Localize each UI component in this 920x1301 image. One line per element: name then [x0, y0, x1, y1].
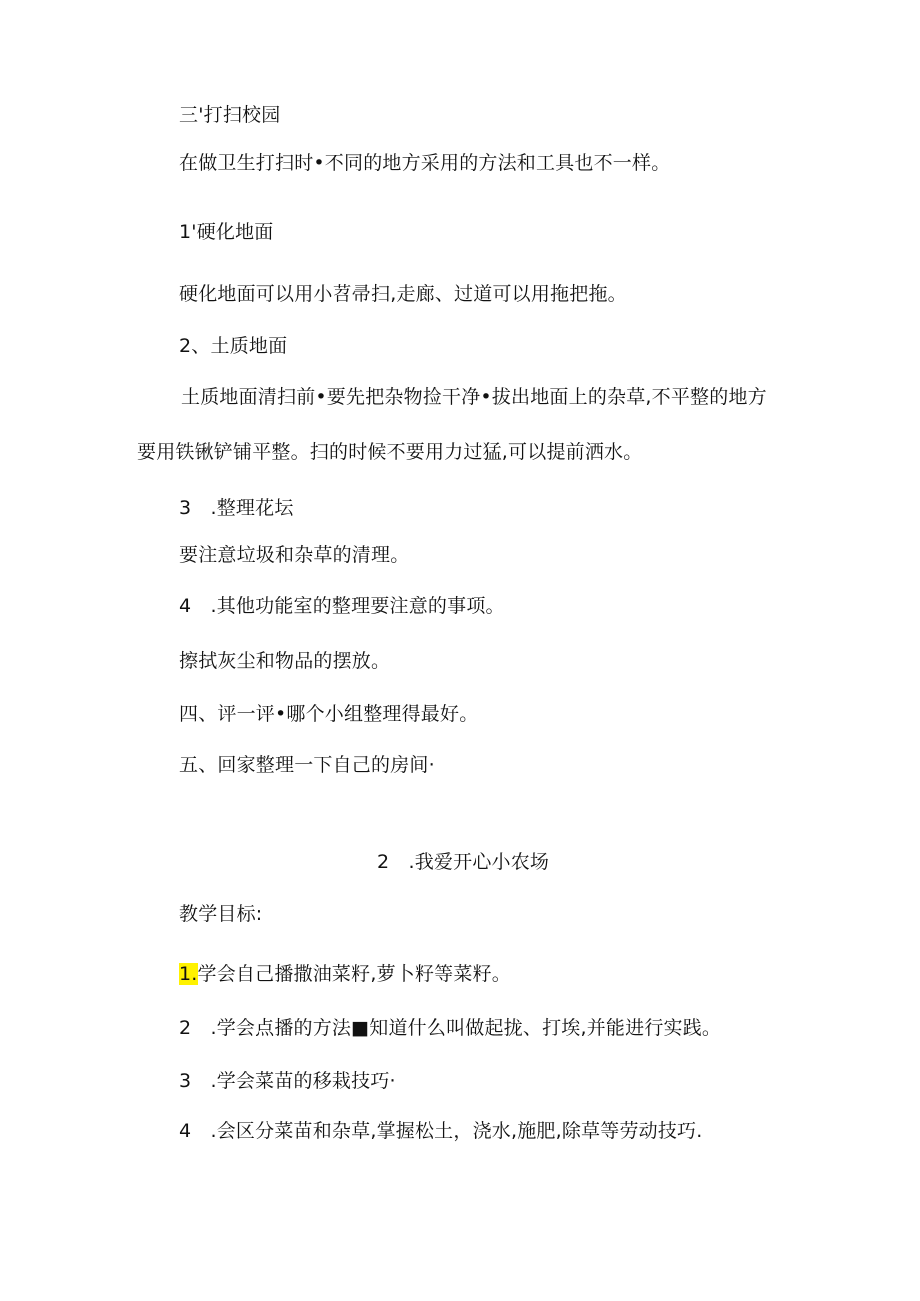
objective-1-text: 学会自己播撒油菜籽,萝卜籽等菜籽。: [197, 963, 511, 985]
item-2-text-line-1: 土质地面清扫前•要先把杂物捡干净•拔出地面上的杂草,不平整的地方: [181, 386, 767, 408]
objective-4: 4 .会区分菜苗和杂草,掌握松土，浇水,施肥,除草等劳动技巧.: [179, 1120, 703, 1142]
objective-2: 2 .学会点播的方法■知道什么叫做起拢、打埃,并能进行实践。: [179, 1017, 722, 1039]
section-5-heading: 五、回家整理一下自己的房间·: [179, 754, 435, 776]
section-3-intro: 在做卫生打扫时•不同的地方采用的方法和工具也不一样。: [179, 152, 671, 174]
section-4-heading: 四、评一评•哪个小组整理得最好。: [179, 703, 479, 725]
item-1-text: 硬化地面可以用小苕帚扫,走廊、过道可以用拖把拖。: [179, 283, 627, 305]
item-2-text-line-2: 要用铁锹铲铺平整。扫的时候不要用力过猛,可以提前洒水。: [137, 441, 643, 463]
item-3-title: 3 .整理花坛: [179, 497, 294, 519]
item-2-title: 2、土质地面: [179, 335, 288, 357]
objective-1-number: 1.: [179, 963, 198, 985]
item-4-text: 擦拭灰尘和物品的摆放。: [179, 650, 391, 672]
objective-3: 3 .学会菜苗的移栽技巧·: [179, 1070, 396, 1092]
item-1-title: 1'硬化地面: [179, 221, 274, 243]
objective-1: [179, 962, 511, 986]
objectives-label: 教学目标:: [179, 903, 263, 925]
section-3-heading: 三'打扫校园: [179, 104, 281, 126]
lesson-2-title: 2 .我爱开心小农场: [377, 851, 550, 873]
item-3-text: 要注意垃圾和杂草的清理。: [179, 544, 410, 566]
item-4-title: 4 .其他功能室的整理要注意的事项。: [179, 595, 505, 617]
